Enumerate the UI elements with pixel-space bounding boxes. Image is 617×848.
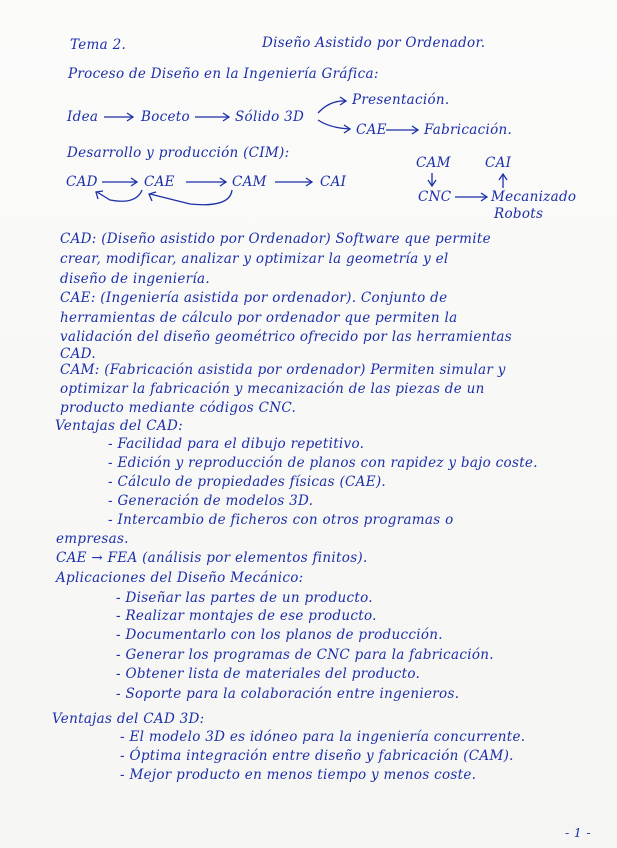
- def-cae-line-4: CAD.: [60, 346, 96, 362]
- page-number: - 1 -: [565, 825, 591, 840]
- def-cad-line-3: diseño de ingeniería.: [60, 271, 210, 287]
- aplicacion-item: - Obtener lista de materiales del producto.: [116, 666, 421, 682]
- flow-solido: Sólido 3D: [235, 109, 305, 125]
- aplicaciones-title: Aplicaciones del Diseño Mecánico:: [56, 570, 304, 586]
- ventaja-cad3d-item: - Óptima integración entre diseño y fabricación (CAM).: [120, 748, 514, 764]
- def-cae-line-3: validación del diseño geométrico ofrecido por las herramientas: [60, 329, 512, 345]
- ventaja-cad-item: - Generación de modelos 3D.: [108, 493, 314, 509]
- cim-cai-top: CAI: [485, 155, 512, 171]
- cim-cnc: CNC: [418, 189, 452, 205]
- cim-cad: CAD: [66, 174, 98, 190]
- page-title: Diseño Asistido por Ordenador.: [262, 35, 486, 51]
- aplicacion-item: - Realizar montajes de ese producto.: [116, 608, 377, 624]
- aplicacion-item: - Documentarlo con los planos de producción.: [116, 627, 443, 643]
- ventaja-cad-continuation: empresas.: [56, 531, 129, 547]
- ventaja-cad3d-item: - Mejor producto en menos tiempo y menos coste.: [120, 767, 477, 783]
- tema-label: Tema 2.: [70, 37, 127, 53]
- aplicacion-item: - Generar los programas de CNC para la fabricación.: [116, 647, 494, 663]
- def-cad-line-2: crear, modificar, analizar y optimizar la geometría y el: [60, 251, 449, 267]
- flow-cae: CAE: [356, 122, 387, 138]
- def-cad-line-1: CAD: (Diseño asistido por Ordenador) Software que permite: [60, 231, 491, 247]
- flow-fabricacion: Fabricación.: [424, 122, 513, 138]
- aplicacion-item: - Soporte para la colaboración entre ingenieros.: [116, 686, 460, 702]
- ventajas-cad-title: Ventajas del CAD:: [55, 418, 183, 434]
- cim-cai: CAI: [320, 174, 347, 190]
- cim-title: Desarrollo y producción (CIM):: [67, 145, 290, 161]
- ventaja-cad3d-item: - El modelo 3D es idóneo para la ingeniería concurrente.: [120, 729, 526, 745]
- cim-cam-top: CAM: [416, 155, 451, 171]
- ventaja-cad-item: - Cálculo de propiedades físicas (CAE).: [108, 474, 387, 490]
- loop-cae-cad: [97, 190, 142, 201]
- cim-cae: CAE: [144, 174, 175, 190]
- def-cam-line-2: optimizar la fabricación y mecanización de las piezas de un: [60, 381, 485, 397]
- def-cae-line-2: herramientas de cálculo por ordenador que permiten la: [60, 310, 458, 326]
- def-cam-line-3: producto mediante códigos CNC.: [60, 400, 297, 416]
- def-cae-line-1: CAE: (Ingeniería asistida por ordenador). Conjunto de: [60, 290, 448, 306]
- proceso-title: Proceso de Diseño en la Ingeniería Gráfica:: [68, 66, 379, 82]
- loophead-cam-cae: [149, 192, 156, 201]
- ventaja-cad-item: - Facilidad para el dibujo repetitivo.: [108, 436, 365, 452]
- cim-robots: Robots: [494, 206, 544, 222]
- def-cam-line-1: CAM: (Fabricación asistida por ordenador) Permiten simular y: [60, 362, 506, 378]
- loop-cam-cae: [150, 190, 232, 205]
- arrow-solido-cae: [318, 120, 350, 129]
- arrow-solido-presentacion: [318, 101, 346, 113]
- ventaja-cad-item: - Intercambio de ficheros con otros programas o: [108, 512, 454, 528]
- flow-presentacion: Presentación.: [352, 92, 450, 108]
- fea-line: CAE → FEA (análisis por elementos finitos).: [56, 550, 368, 566]
- cim-cam: CAM: [232, 174, 267, 190]
- flow-idea: Idea: [67, 109, 99, 125]
- ventaja-cad-item: - Edición y reproducción de planos con rapidez y bajo coste.: [108, 455, 538, 471]
- cim-mecanizado: Mecanizado: [491, 189, 577, 205]
- aplicacion-item: - Diseñar las partes de un producto.: [116, 590, 373, 606]
- flow-boceto: Boceto: [141, 109, 190, 125]
- ventajas-cad3d-title: Ventajas del CAD 3D:: [52, 711, 205, 727]
